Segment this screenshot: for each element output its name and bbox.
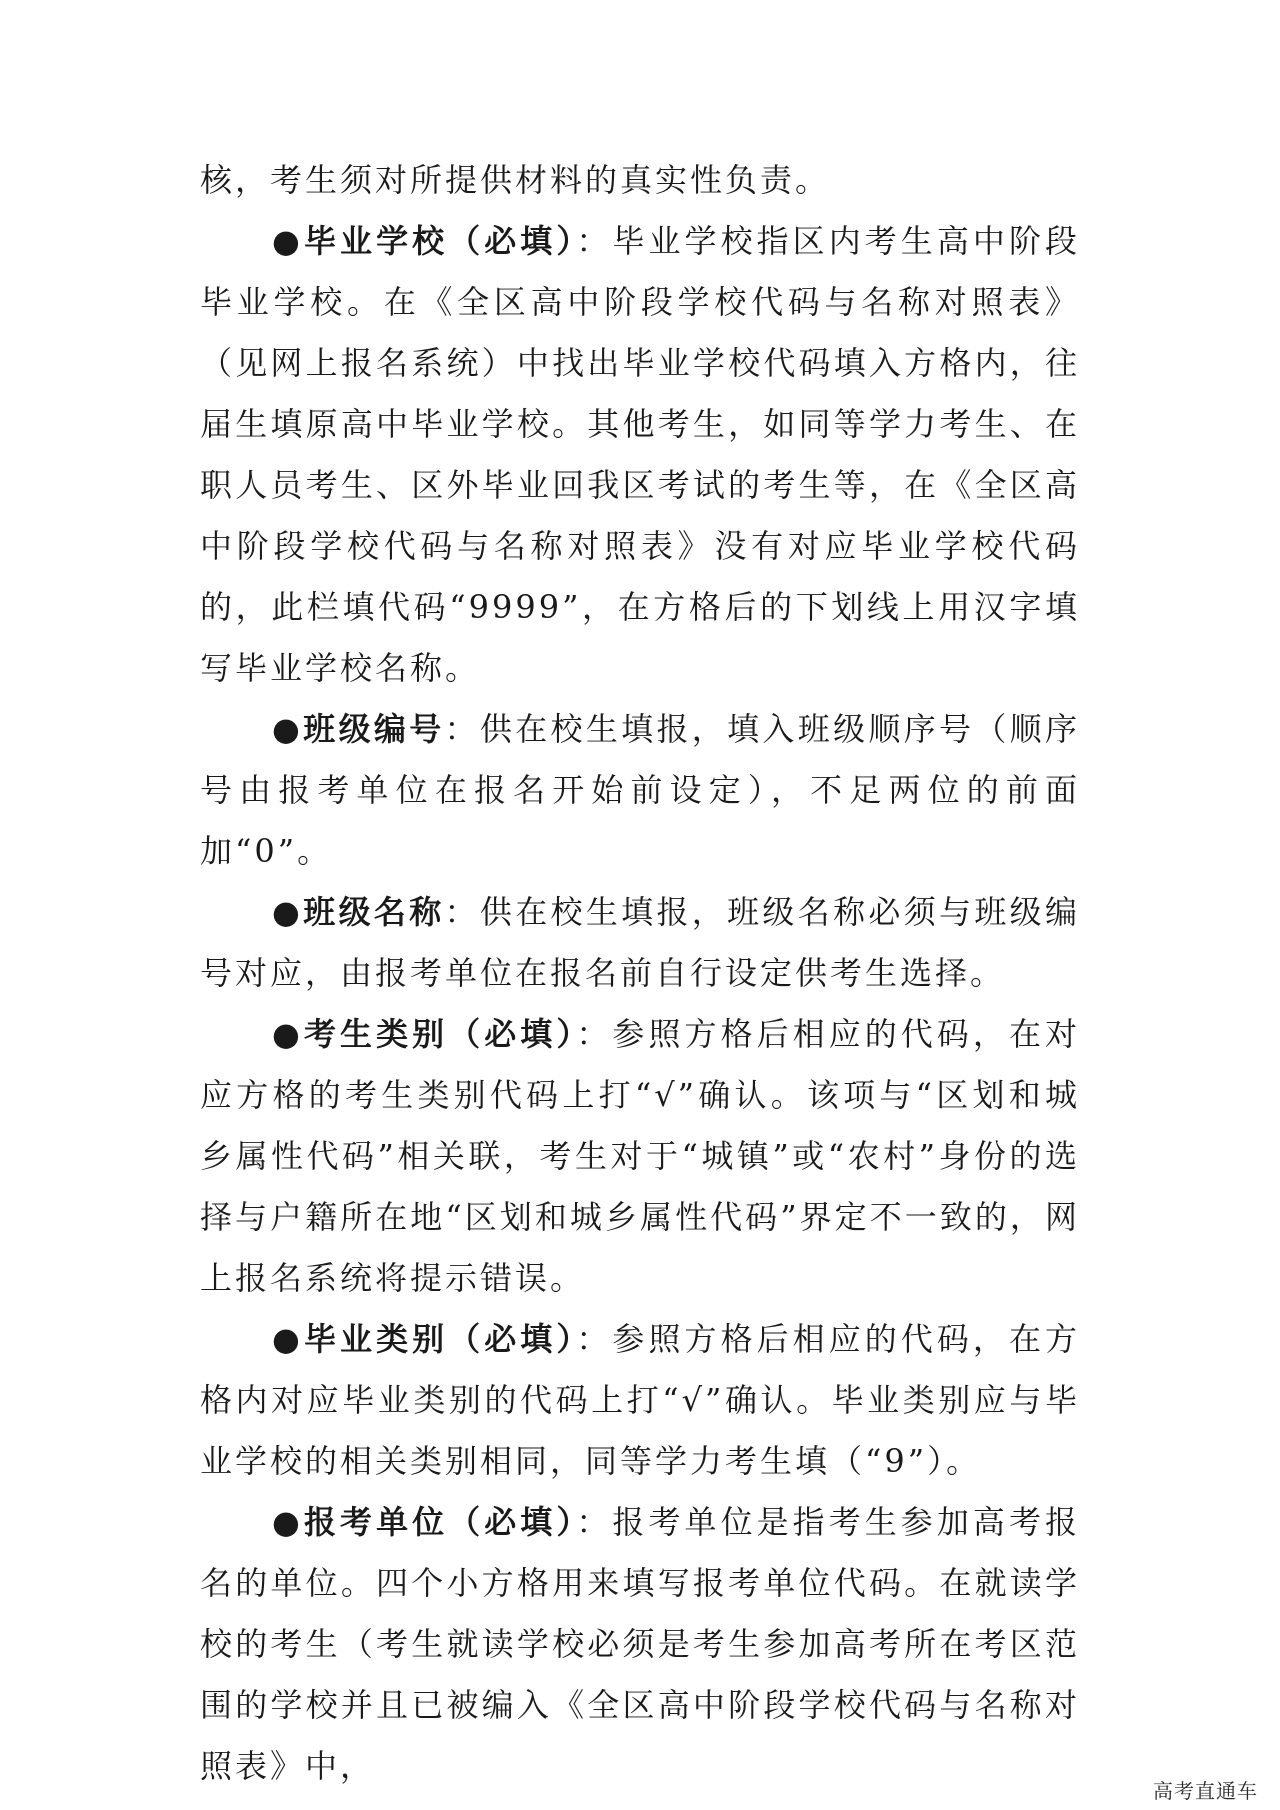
paragraph-graduation-school bbox=[200, 211, 1080, 699]
paragraph-term: 班级名称 bbox=[303, 893, 445, 931]
bullet-icon: ● bbox=[272, 1015, 304, 1053]
paragraph-continuation bbox=[200, 150, 1080, 211]
paragraph-text: ：供在校生填报，填入班级顺序号（顺序号由报考单位在报名开始前设定），不足两位的前面加“0”。 bbox=[200, 710, 1080, 870]
paragraph-text: ：毕业学校指区内考生高中阶段毕业学校。在《全区高中阶段学校代码与名称对照表》（见网上报名系统）中找出毕业学校代码填入方格内，往届生填原高中毕业学校。其他考生，如同等学力考生、在职人员考生、区外毕业回我区考试的考生等，在《全区高中阶段学校代码与名称对照表》没有对应毕业学校代码的，此栏填代码“9999”，在方格后的下划线上用汉字填写毕业学校名称。 bbox=[200, 222, 1080, 687]
paragraph-text: ：参照方格后相应的代码，在方格内对应毕业类别的代码上打“√”确认。毕业类别应与毕业学校的相关类别相同，同等学力考生填（“9”）。 bbox=[200, 1320, 1080, 1480]
paragraph-term: 报考单位（必填） bbox=[303, 1503, 577, 1541]
paragraph-term: 毕业类别（必填） bbox=[303, 1320, 577, 1358]
bullet-icon: ● bbox=[272, 710, 304, 748]
bullet-icon: ● bbox=[272, 1503, 304, 1541]
paragraph-class-name bbox=[200, 882, 1080, 1004]
paragraph-text: ：参照方格后相应的代码，在对应方格的考生类别代码上打“√”确认。该项与“区划和城乡属性代码”相关联，考生对于“城镇”或“农村”身份的选择与户籍所在地“区划和城乡属性代码”界定不一致的，网上报名系统将提示错误。 bbox=[200, 1015, 1080, 1297]
paragraph-term: 考生类别（必填） bbox=[303, 1015, 577, 1053]
watermark-logo: 高考直通车 bbox=[1153, 1779, 1258, 1803]
paragraph-text: 核，考生须对所提供材料的真实性负责。 bbox=[200, 161, 831, 199]
paragraph-term: 班级编号 bbox=[303, 710, 445, 748]
paragraph-registration-unit bbox=[200, 1492, 1080, 1797]
paragraph-term: 毕业学校（必填） bbox=[303, 222, 577, 260]
paragraph-text: ：报考单位是指考生参加高考报名的单位。四个小方格用来填写报考单位代码。在就读学校的考生（考生就读学校必须是考生参加高考所在考区范围的学校并且已被编入《全区高中阶段学校代码与名称对照表》中， bbox=[200, 1503, 1080, 1785]
paragraph-candidate-category bbox=[200, 1004, 1080, 1309]
bullet-icon: ● bbox=[272, 222, 304, 260]
paragraph-text: ：供在校生填报，班级名称必须与班级编号对应，由报考单位在报名前自行设定供考生选择。 bbox=[200, 893, 1080, 992]
paragraph-graduation-category bbox=[200, 1309, 1080, 1492]
document-body bbox=[200, 150, 1080, 1797]
bullet-icon: ● bbox=[272, 1320, 304, 1358]
bullet-icon: ● bbox=[272, 893, 304, 931]
paragraph-class-number bbox=[200, 699, 1080, 882]
